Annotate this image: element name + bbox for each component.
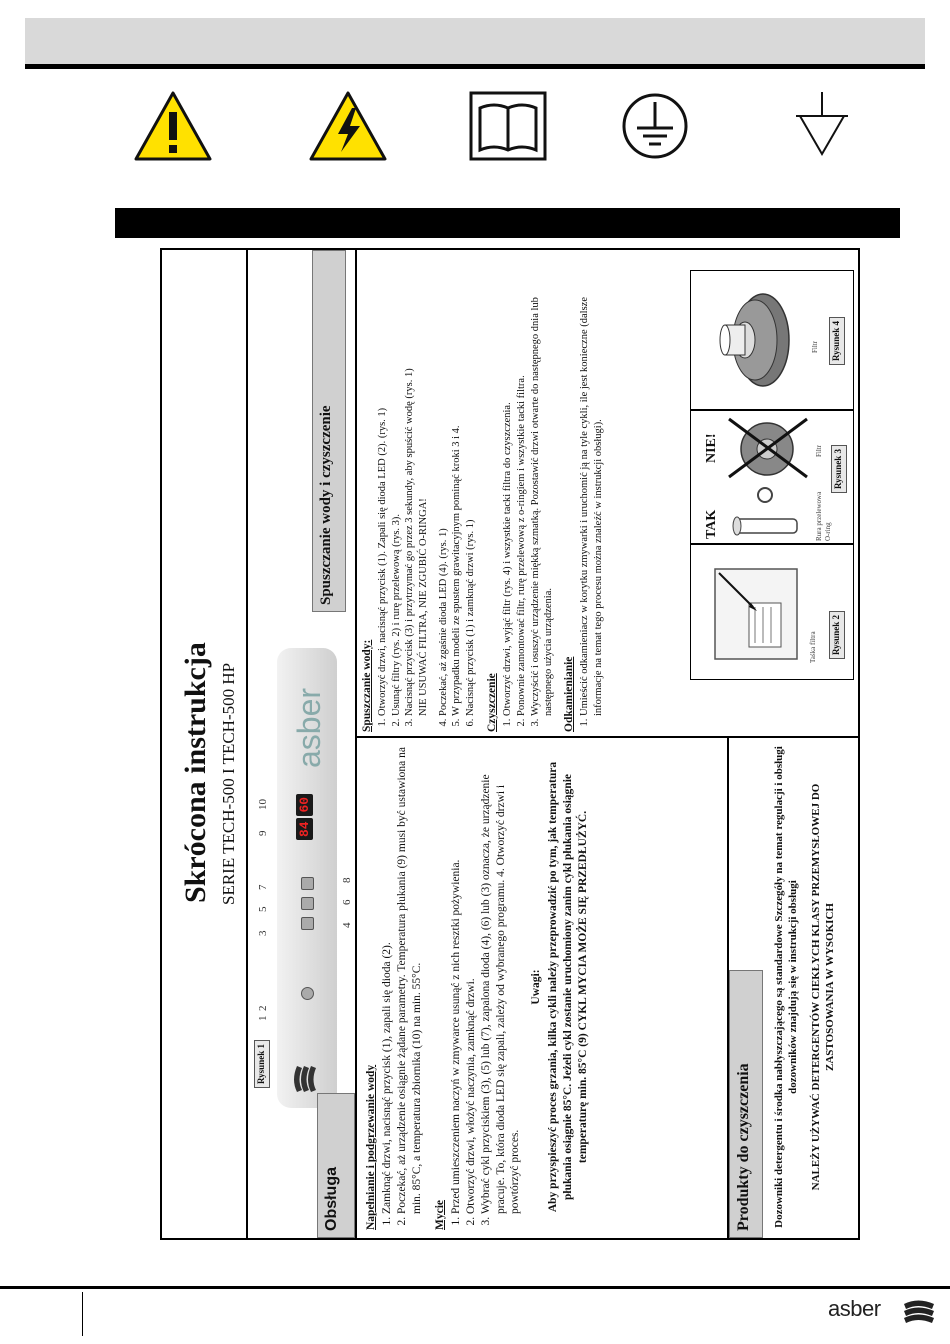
descale-heading: Odkamienianie xyxy=(562,656,575,732)
wash-step: 1. Przed umieszczeniem naczyń w zmywarce usunąć z nich resztki pożywienia. xyxy=(449,744,464,1214)
fig3-yes: TAK xyxy=(704,509,719,539)
note-text: Aby przyspieszyć proces grzania, kilka cykli należy przeprowadzić po tym, jak temperatura płukania osiągnie 85°C. Jeżeli cykl zostanie uruchomiony zanim cykl płukania osiągnie temperaturę min. 85°C (9) CYKL MYCIA MOŻE SIĘ PRZEDŁUŻYĆ. xyxy=(547,761,590,1213)
clean-heading: Czyszczenie xyxy=(486,673,499,732)
header-rule xyxy=(25,64,925,69)
fill-steps xyxy=(380,744,425,1230)
page-title: Skrócona instrukcja xyxy=(179,642,212,903)
temperature-display xyxy=(297,794,314,840)
figure-4-label: Rysunek 4 xyxy=(829,317,845,365)
drain-warning: NIE USUWAĆ FILTRA, NIE ZGUBIĆ O-RINGA! xyxy=(417,498,429,716)
operation-header: Obsługa xyxy=(317,1093,355,1238)
drain-steps-continued xyxy=(437,252,478,732)
brand-mark-icon xyxy=(902,1298,936,1326)
cycle-2-button[interactable] xyxy=(301,897,314,910)
rinse-temp-readout: 84 xyxy=(296,818,313,840)
drain-clean-header: Spuszczanie wody i czyszczenie xyxy=(312,250,346,612)
divider xyxy=(355,250,357,1238)
drain-step: 2. Usunąć filtry (rys. 2) i rurę przelewową (rys. 3). xyxy=(390,252,404,716)
note-title: Uwagi: xyxy=(530,969,543,1005)
callout-6: 6 xyxy=(341,899,353,905)
clean-step: 1. Otworzyć drzwi, wyjąć filtr (rys. 4) i wszystkie tacki filtra do czyszczenia. xyxy=(501,252,515,716)
dishwasher-filter-illustration xyxy=(705,561,805,665)
callout-10: 10 xyxy=(257,799,269,810)
wash-step: 2. Otworzyć drzwi, włożyć naczynia, zamknąć drzwi. xyxy=(464,744,479,1214)
drain-step: 3. Nacisnąć przycisk (3) i przytrzymać go przez 3 sekundy, aby spuścić wodę (rys. 1) xyxy=(403,252,417,716)
fig4-caption: Filtr xyxy=(811,340,819,353)
callout-9: 9 xyxy=(257,830,269,836)
footer-tick xyxy=(82,1292,83,1336)
power-button[interactable] xyxy=(301,987,314,1000)
callout-1: 1 xyxy=(257,1015,269,1021)
drain-clean-section xyxy=(360,252,605,732)
wash-steps xyxy=(449,744,524,1230)
callout-7: 7 xyxy=(257,884,269,890)
drain-step: 5. W przypadku modeli ze spustem grawitacyjnym pominąć kroki 3 i 4. xyxy=(450,252,464,716)
clean-step: 3. Wyczyścić i osuszyć urządzenie miękką szmatką. Pozostawić drzwi otwarte do następnego dnia lub następnego użycia urządzenia. xyxy=(529,252,556,716)
drain-steps xyxy=(376,252,417,732)
callout-2: 2 xyxy=(257,1005,269,1011)
divider xyxy=(691,410,853,412)
clean-steps xyxy=(501,252,556,732)
descale-steps xyxy=(578,252,605,732)
tank-temp-readout: 60 xyxy=(296,794,313,816)
figure-2-label: Rysunek 2 xyxy=(829,611,845,659)
read-manual-icon xyxy=(468,90,548,162)
fill-heading: Napełnianie i podgrzewanie wody xyxy=(365,1064,377,1230)
quick-guide-frame xyxy=(160,248,860,1240)
products-info: Dozowniki detergentu i środka nabłyszczającego są standardowe Szczegóły na temat regulacji i obsługi dozowników znajdują się w instrukcji obsługi xyxy=(773,746,800,1228)
figure-1-label: Rysunek 1 xyxy=(254,1040,270,1088)
fill-step: 1. Zamknąć drzwi, nacisnąć przycisk (1), zapali się dioda (2). xyxy=(380,744,395,1214)
products-warning: NALEŻY UŻYWAĆ DETERGENTÓW CIEKŁYCH KLASY PRZEMYSŁOWEJ DO ZASTOSOWANIA W WYSOKICH xyxy=(809,783,836,1191)
wash-step: 3. Wybrać cykl przyciskiem (3), (5) lub (7), zapalona dioda (4), (6) lub (3) oznacza, że urządzenie pracuje. To, która dioda LED się zapali, zależy od wybranego programu. 4. Otworzyć drzwi i powtórzyć proces. xyxy=(479,744,524,1214)
divider xyxy=(355,736,860,738)
fig3-caption-filter: Filtr xyxy=(815,444,823,457)
divider xyxy=(691,544,853,546)
cleaning-products-section xyxy=(772,744,837,1230)
drain-step: 4. Poczekać, aż zgaśnie dioda LED (4). (rys. 1) xyxy=(437,252,451,716)
figure-3-label: Rysunek 3 xyxy=(831,445,847,493)
drain-heading: Spuszczanie wody: xyxy=(361,639,373,732)
electric-hazard-icon xyxy=(308,90,388,162)
fill-step: 2. Poczekać, aż urządzenie osiągnie żądane parametry. Temperatura płukania (9) musi być ustawiona na min. 85°C, a temperatura zbiornika (10) na min. 55°C. xyxy=(395,744,425,1214)
section-band xyxy=(115,208,900,238)
footer-brand: asber xyxy=(828,1296,881,1321)
warning-icon xyxy=(133,90,213,162)
fig3-caption-pipe: Rura przelewowa O-ring xyxy=(815,491,833,541)
control-panel xyxy=(277,648,337,1108)
brand-mark-icon xyxy=(291,1062,321,1096)
overflow-pipe-filter-illustration xyxy=(725,415,813,539)
ground-icon xyxy=(615,90,695,162)
descale-step: 1. Umieścić odkamieniacz w korytku zmywarki i uruchomić ją na tyle cykli, ile jest konieczne (dalsze informacje na temat tego procesu można znaleźć w instrukcji obsługi). xyxy=(578,252,605,716)
divider xyxy=(246,250,248,1238)
fig3-no: NIE! xyxy=(704,433,719,463)
filter-illustration xyxy=(705,285,805,395)
page-subtitle: SERIE TECH-500 I TECH-500 HP xyxy=(219,662,238,905)
fig2-caption: Taśka filtra xyxy=(809,631,817,663)
callout-3: 3 xyxy=(257,930,269,936)
cycle-1-button[interactable] xyxy=(301,917,314,930)
footer-logo xyxy=(828,1296,940,1328)
callout-8: 8 xyxy=(341,877,353,883)
cycle-3-button[interactable] xyxy=(301,877,314,890)
wash-heading: Mycie xyxy=(433,1199,446,1230)
quick-guide-card xyxy=(160,248,860,1240)
header-bar xyxy=(25,18,925,64)
callout-5: 5 xyxy=(257,906,269,912)
cleaning-products-header: Produkty do czyszczenia xyxy=(729,970,763,1238)
figures-panel xyxy=(690,270,854,680)
drain-step: 6. Nacisnąć przycisk (1) i zamknąć drzwi (rys. 1) xyxy=(464,252,478,716)
operation-section xyxy=(364,744,591,1230)
clean-step: 2. Ponownie zamontować filtr, rurę przelewową z o-ringiem i wszystkie tacki filtra. xyxy=(515,252,529,716)
callout-4: 4 xyxy=(341,922,353,928)
drain-step: 1. Otworzyć drzwi, nacisnąć przycisk (1). Zapali się dioda LED (2). (rys. 1) xyxy=(376,252,390,716)
panel-brand-logo: asber xyxy=(291,687,327,768)
footer-rule xyxy=(0,1286,950,1289)
equipotential-icon xyxy=(782,90,862,162)
